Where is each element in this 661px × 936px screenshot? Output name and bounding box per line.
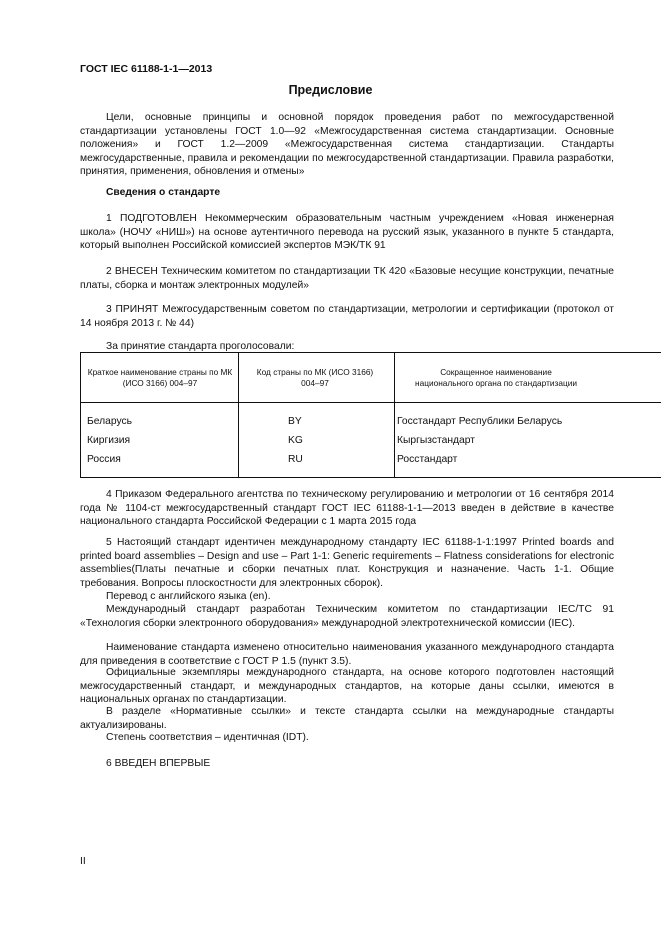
item-5-degree: Степень соответствия – идентичная (IDT). <box>106 732 309 743</box>
item-5-references: В разделе «Нормативные ссылки» и тексте стандарта ссылки на международные стандарты актуализированы. <box>80 706 614 731</box>
table-header <box>81 353 661 403</box>
vote-label: За принятие стандарта проголосовали: <box>106 341 295 352</box>
cell-body: Кыргызстандарт <box>397 435 476 446</box>
cell-body: Госстандарт Республики Беларусь <box>397 416 563 427</box>
item-2: 2 ВНЕСЕН Техническим комитетом по стандартизации ТК 420 «Базовые несущие конструкции, печатные платы, сборка и монтаж электронных модулей» <box>80 266 614 291</box>
item-5-copies: Официальные экземпляры международного стандарта, на основе которого подготовлен настоящий межгосударственный стандарт, и международных стандартов, на которые даны ссылки, имеются в национальных органах по стандартизации. <box>80 667 614 706</box>
item-4: 4 Приказом Федерального агентства по техническому регулированию и метрологии от 16 сентября 2014 года № 1104-ст межгосударственный стандарт ГОСТ IEC 61188-1-1—2013 введен в действие в качестве национального стандарта Российской Федерации с 1 марта 2015 года <box>80 489 614 528</box>
item-5-developer: Международный стандарт разработан Техническим комитетом по стандартизации IEC/TC 91 «Технология сборки электронного оборудования» международной электротехнической комиссии (IEC). <box>80 604 614 629</box>
cell-code: KG <box>288 435 303 446</box>
cell-body: Росстандарт <box>397 454 458 465</box>
cell-country: Россия <box>87 454 121 465</box>
item-3: 3 ПРИНЯТ Межгосударственным советом по стандартизации, метрологии и сертификации (протокол от 14 ноября 2013 г. № 44) <box>80 304 614 329</box>
cell-code: BY <box>288 416 302 427</box>
header-body: Сокращенное наименование национального органа по стандартизации <box>415 367 577 388</box>
table-divider <box>394 353 395 477</box>
intro-paragraph: Цели, основные принципы и основной порядок проведения работ по межгосударственной стандартизации установлены ГОСТ 1.0—92 «Межгосударственная система стандартизации. Основные положения» и ГОСТ 1.2—2009 «Межгосударственная система стандартизации. Стандарты межгосударственные, правила и рекомендации по межгосударственной стандартизации. Правила разработки, принятия, применения, обновления и отмены» <box>80 112 614 178</box>
header-country: Краткое наименование страны по МК (ИСО 3166) 004–97 <box>87 367 233 388</box>
voting-table <box>80 352 661 478</box>
cell-code: RU <box>288 454 303 465</box>
header-code: Код страны по МК (ИСО 3166) 004–97 <box>256 367 374 388</box>
item-5: 5 Настоящий стандарт идентичен международному стандарту IEC 61188-1-1:1997 Printed boards and printed board assemblies – Design and use – Part 1-1: Generic requirements – Flatness considerations for electronic assemblies(Платы печатные и сборки печатных плат. Конструкция и назначение. Часть 1-1. Общие требования. Вопросы плоскостности для электронных сборок). <box>80 537 614 589</box>
doc-code: ГОСТ IEC 61188-1-1—2013 <box>80 63 213 75</box>
item-5-language: Перевод с английского языка (en). <box>106 591 271 602</box>
item-6: 6 ВВЕДЕН ВПЕРВЫЕ <box>106 758 211 769</box>
table-divider <box>238 353 239 477</box>
item-1: 1 ПОДГОТОВЛЕН Некоммерческим образовательным частным учреждением «Новая инженерная школа» (НОЧУ «НИШ») на основе аутентичного перевода на русский язык, указанного в пункте 5 стандарта, который выполнен Российской комиссией экспертов МЭК/ТК 91 <box>80 213 614 252</box>
cell-country: Киргизия <box>87 435 131 446</box>
page-title: Предисловие <box>288 83 373 97</box>
item-5-name-change: Наименование стандарта изменено относительно наименования указанного международного стандарта для приведения в соответствие с ГОСТ Р 1.5 (пункт 3.5). <box>80 642 614 667</box>
cell-country: Беларусь <box>87 416 133 427</box>
page-number: II <box>80 856 86 867</box>
section-title: Сведения о стандарте <box>106 187 221 198</box>
